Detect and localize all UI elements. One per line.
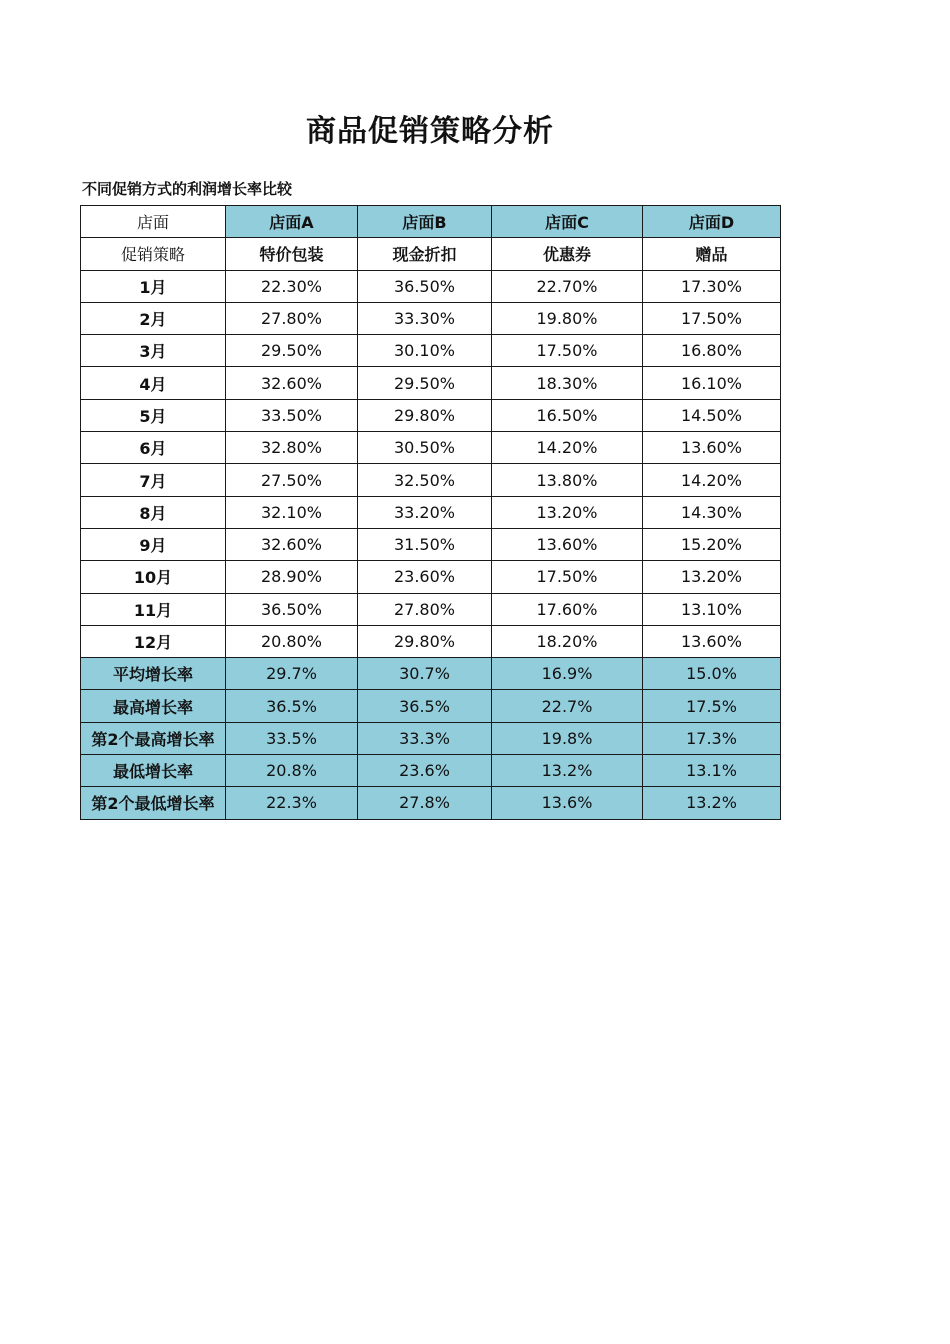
store-header-label: 店面 — [81, 206, 226, 238]
table-cell: 29.7% — [226, 658, 358, 690]
strategy-c: 优惠券 — [492, 238, 643, 270]
table-cell: 16.50% — [492, 399, 643, 431]
strategy-label: 促销策略 — [81, 238, 226, 270]
table-cell: 33.30% — [358, 302, 492, 334]
growth-rate-table — [80, 205, 781, 820]
table-cell: 15.20% — [643, 528, 781, 560]
month-label: 2月 — [81, 302, 226, 334]
table-cell: 36.50% — [226, 593, 358, 625]
table-cell: 18.30% — [492, 367, 643, 399]
table-row — [81, 302, 781, 334]
table-cell: 32.60% — [226, 367, 358, 399]
table-cell: 36.50% — [358, 270, 492, 302]
month-label: 1月 — [81, 270, 226, 302]
table-cell: 14.20% — [643, 464, 781, 496]
table-row — [81, 496, 781, 528]
table-cell: 17.30% — [643, 270, 781, 302]
table-cell: 13.80% — [492, 464, 643, 496]
table-cell: 13.20% — [643, 561, 781, 593]
table-cell: 36.5% — [226, 690, 358, 722]
table-row — [81, 270, 781, 302]
table-cell: 17.3% — [643, 722, 781, 754]
table-cell: 30.7% — [358, 658, 492, 690]
table-cell: 13.60% — [492, 528, 643, 560]
table-cell: 29.50% — [358, 367, 492, 399]
table-cell: 14.20% — [492, 432, 643, 464]
table-cell: 33.20% — [358, 496, 492, 528]
table-cell: 30.10% — [358, 335, 492, 367]
table-cell: 16.80% — [643, 335, 781, 367]
table-cell: 13.10% — [643, 593, 781, 625]
table-cell: 30.50% — [358, 432, 492, 464]
table-cell: 22.30% — [226, 270, 358, 302]
month-label: 8月 — [81, 496, 226, 528]
table-cell: 33.3% — [358, 722, 492, 754]
table-cell: 13.60% — [643, 432, 781, 464]
month-label: 12月 — [81, 625, 226, 657]
table-cell: 23.60% — [358, 561, 492, 593]
month-label: 11月 — [81, 593, 226, 625]
table-cell: 17.50% — [492, 335, 643, 367]
table-cell: 28.90% — [226, 561, 358, 593]
store-d-header: 店面D — [643, 206, 781, 238]
table-cell: 27.80% — [226, 302, 358, 334]
table-cell: 27.50% — [226, 464, 358, 496]
table-cell: 27.8% — [358, 787, 492, 819]
table-cell: 15.0% — [643, 658, 781, 690]
table-row — [81, 593, 781, 625]
table-cell: 13.6% — [492, 787, 643, 819]
month-label: 3月 — [81, 335, 226, 367]
month-label: 7月 — [81, 464, 226, 496]
table-cell: 14.30% — [643, 496, 781, 528]
table-row — [81, 432, 781, 464]
table-cell: 20.8% — [226, 755, 358, 787]
table-cell: 19.80% — [492, 302, 643, 334]
month-label: 4月 — [81, 367, 226, 399]
strategy-d: 赠品 — [643, 238, 781, 270]
stat-label: 最低增长率 — [81, 755, 226, 787]
table-cell: 32.80% — [226, 432, 358, 464]
month-label: 5月 — [81, 399, 226, 431]
table-cell: 17.5% — [643, 690, 781, 722]
table-cell: 13.1% — [643, 755, 781, 787]
table-cell: 17.60% — [492, 593, 643, 625]
table-row — [81, 367, 781, 399]
stat-label: 平均增长率 — [81, 658, 226, 690]
table-cell: 18.20% — [492, 625, 643, 657]
strategy-b: 现金折扣 — [358, 238, 492, 270]
table-row — [81, 561, 781, 593]
table-cell: 32.60% — [226, 528, 358, 560]
stat-label: 最高增长率 — [81, 690, 226, 722]
table-cell: 22.7% — [492, 690, 643, 722]
store-a-header: 店面A — [226, 206, 358, 238]
month-label: 9月 — [81, 528, 226, 560]
table-cell: 29.50% — [226, 335, 358, 367]
table-cell: 17.50% — [492, 561, 643, 593]
store-b-header: 店面B — [358, 206, 492, 238]
strategy-a: 特价包装 — [226, 238, 358, 270]
month-label: 10月 — [81, 561, 226, 593]
table-cell: 31.50% — [358, 528, 492, 560]
month-label: 6月 — [81, 432, 226, 464]
stat-row — [81, 658, 781, 690]
table-caption: 不同促销方式的利润增长率比较 — [82, 180, 293, 198]
table-cell: 36.5% — [358, 690, 492, 722]
table-cell: 13.60% — [643, 625, 781, 657]
page-title: 商品促销策略分析 — [306, 114, 554, 149]
table-cell: 13.20% — [492, 496, 643, 528]
stat-row — [81, 690, 781, 722]
table-cell: 33.5% — [226, 722, 358, 754]
table-cell: 29.80% — [358, 625, 492, 657]
table-cell: 14.50% — [643, 399, 781, 431]
strategy-row — [81, 238, 781, 270]
table-cell: 13.2% — [492, 755, 643, 787]
store-c-header: 店面C — [492, 206, 643, 238]
table-cell: 22.70% — [492, 270, 643, 302]
stat-row — [81, 755, 781, 787]
stat-label: 第2个最高增长率 — [81, 722, 226, 754]
stat-row — [81, 722, 781, 754]
table-row — [81, 464, 781, 496]
table-cell: 23.6% — [358, 755, 492, 787]
table-cell: 17.50% — [643, 302, 781, 334]
store-header-row — [81, 206, 781, 238]
table-cell: 20.80% — [226, 625, 358, 657]
table-cell: 16.9% — [492, 658, 643, 690]
table-row — [81, 335, 781, 367]
table-row — [81, 625, 781, 657]
table-cell: 16.10% — [643, 367, 781, 399]
table-cell: 22.3% — [226, 787, 358, 819]
stat-label: 第2个最低增长率 — [81, 787, 226, 819]
table-cell: 19.8% — [492, 722, 643, 754]
table-cell: 29.80% — [358, 399, 492, 431]
table-cell: 13.2% — [643, 787, 781, 819]
table-row — [81, 399, 781, 431]
table-cell: 32.10% — [226, 496, 358, 528]
table-cell: 32.50% — [358, 464, 492, 496]
table-row — [81, 528, 781, 560]
table-cell: 33.50% — [226, 399, 358, 431]
table-cell: 27.80% — [358, 593, 492, 625]
stat-row — [81, 787, 781, 819]
